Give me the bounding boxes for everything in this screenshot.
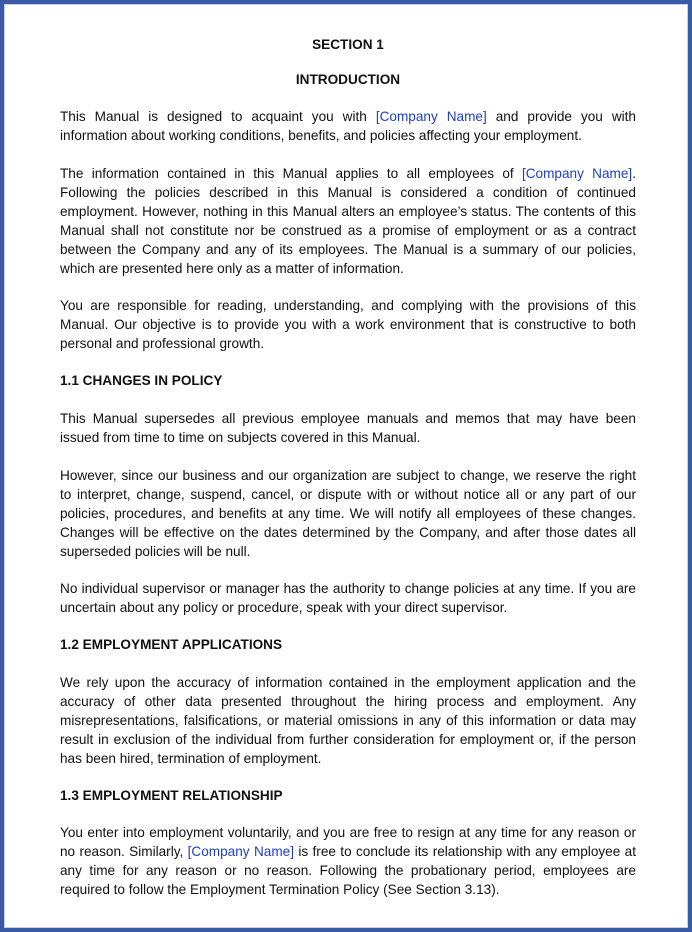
section-title: INTRODUCTION: [295, 72, 401, 87]
text-run: The information contained in this Manual applies to all employees of: [60, 166, 522, 181]
company-name-placeholder: [Company Name]: [375, 109, 487, 124]
intro-paragraph-2: [60, 165, 636, 278]
intro-paragraph-1: [60, 108, 636, 146]
text-run: and provide you with information about working conditions, benefits, and policies affecting your employment.: [60, 109, 636, 143]
heading-employment-applications: 1.2 EMPLOYMENT APPLICATIONS: [60, 637, 283, 652]
text-run: is free to conclude its relationship with any employee at any time for any reason or no reason. Following the probationary period, employees are required to follow the Employment Termination Policy (See Section 3.13).: [60, 843, 636, 897]
changes-paragraph-2: However, since our business and our organization are subject to change, we reserve the right to interpret, change, suspend, cancel, or dispute with or without notice all or any part of our policies, procedures, and benefits at any time. We will notify all employees of these changes. Changes will be effective on the dates determined by the Company, and after those dates all superseded policies will be null.: [60, 468, 636, 559]
text-run: . Following the policies described in this Manual is considered a condition of continued employment. However, nothing in this Manual alters an employee’s status. The contents of this Manual shall not constitute nor be construed as a promise of employment or as a contract between the Company and any of its employees. The Manual is a summary of our policies, which are presented here only as a matter of information.: [60, 166, 636, 276]
heading-employment-relationship: 1.3 EMPLOYMENT RELATIONSHIP: [60, 788, 283, 803]
heading-changes-in-policy: 1.1 CHANGES IN POLICY: [60, 373, 223, 388]
company-name-placeholder: [Company Name]: [187, 843, 294, 859]
changes-paragraph-1: This Manual supersedes all previous employee manuals and memos that may have been issued from time to time on subjects covered in this Manual.: [60, 411, 636, 445]
text-run: You enter into employment voluntarily, and you are free to resign at any time for any reason or no reason. Similarly,: [60, 825, 636, 859]
section-label: SECTION 1: [312, 37, 384, 52]
intro-paragraph-3: You are responsible for reading, understanding, and complying with the provisions of this Manual. Our objective is to provide you with a work environment that is constructive to both personal and professional growth.: [60, 298, 636, 351]
changes-paragraph-3: No individual supervisor or manager has the authority to change policies at any time. If you are uncertain about any policy or procedure, speak with your direct supervisor.: [60, 581, 636, 615]
document-frame: [4, 4, 688, 928]
text-run: This Manual is designed to acquaint you with: [60, 109, 376, 124]
company-name-placeholder: [Company Name]: [521, 166, 633, 181]
relationship-paragraph-1: [60, 824, 636, 900]
applications-paragraph-1: We rely upon the accuracy of information contained in the employment application and the accuracy of other data presented throughout the hiring process and employment. Any misrepresentations, falsifications, or material omissions in any of this information or data may result in exclusion of the individual from further consideration for employment or, if the person has been hired, termination of employment.: [60, 675, 636, 766]
